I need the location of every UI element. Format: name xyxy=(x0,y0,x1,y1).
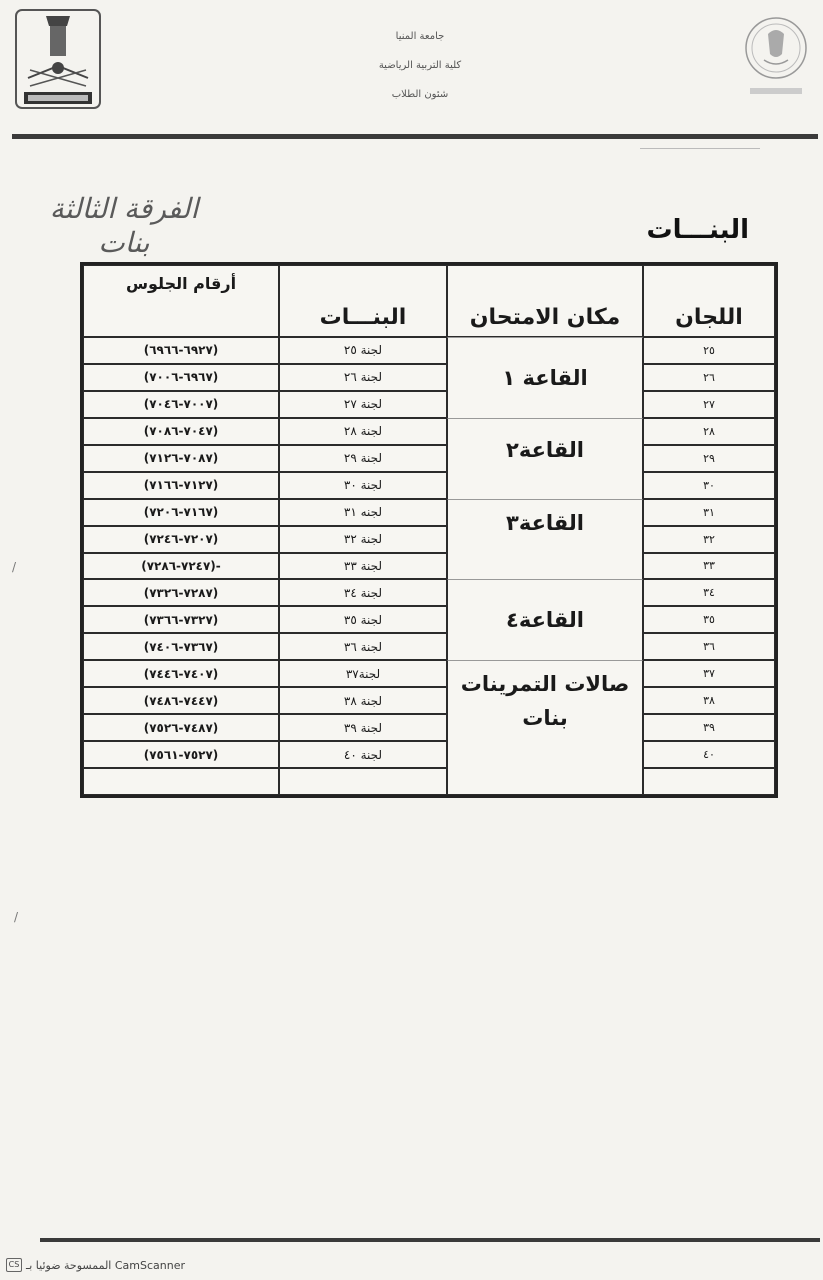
committee-number: ٢٥ xyxy=(643,337,775,364)
header-divider xyxy=(12,134,818,139)
hall-4: القاعة٤ xyxy=(447,579,643,660)
hall-3-label: القاعة٣ xyxy=(506,510,584,535)
seat-range: (٦٩٦٧-٧٠٠٦) xyxy=(83,364,279,391)
committee-label: لجنة ٣٩ xyxy=(279,714,447,741)
committee-number: ٣٢ xyxy=(643,526,775,553)
committee-label: لجنة ٢٨ xyxy=(279,418,447,445)
seat-range: (٧٢٠٧-٧٢٤٦) xyxy=(83,526,279,553)
committee-number: ٢٨ xyxy=(643,418,775,445)
scanner-watermark: الممسوحة ضوئيا بـ CamScanner xyxy=(26,1258,185,1272)
committee-number: ٢٦ xyxy=(643,364,775,391)
committees-table xyxy=(80,262,778,798)
committee-number: ٣٥ xyxy=(643,606,775,633)
seat-range: (٧٣٢٧-٧٣٦٦) xyxy=(83,606,279,633)
hall-gym-sub-label: بنات xyxy=(522,706,568,731)
committee-label: لجنة ٢٥ xyxy=(279,337,447,364)
committee-number: ٣٨ xyxy=(643,687,775,714)
header-committees: اللجان xyxy=(643,265,775,337)
handwritten-note xyxy=(14,192,234,260)
empty-cell xyxy=(83,768,279,795)
seat-range: (٧١٢٧-٧١٦٦) xyxy=(83,472,279,499)
seat-range: (٧٠٤٧-٧٠٨٦) xyxy=(83,418,279,445)
empty-cell xyxy=(643,768,775,795)
department-name: شئون الطلاب xyxy=(391,89,449,100)
seat-range: (٧٤٤٧-٧٤٨٦) xyxy=(83,687,279,714)
committee-number: ٣٦ xyxy=(643,633,775,660)
committee-label: لجنة ٣٣ xyxy=(279,553,447,580)
handwritten-level: الفرقة الثالثة xyxy=(49,192,199,225)
header-subdivider xyxy=(640,148,760,149)
hall-gym xyxy=(447,660,643,795)
hall-2 xyxy=(447,418,643,499)
committee-label: لجنة ٣٥ xyxy=(279,606,447,633)
seat-range: (٧٤٨٧-٧٥٢٦) xyxy=(83,714,279,741)
header-girls: البنـــات xyxy=(279,265,447,337)
committee-number: ٢٩ xyxy=(643,445,775,472)
institution-header xyxy=(300,22,540,109)
empty-cell xyxy=(279,768,447,795)
faculty-name: كلية التربية الرياضية xyxy=(378,60,462,71)
committee-label: لجنة ٣٨ xyxy=(279,687,447,714)
seat-range: -(٧٢٤٧-٧٢٨٦) xyxy=(83,553,279,580)
committee-label: لجنة ٢٦ xyxy=(279,364,447,391)
committee-number: ٣١ xyxy=(643,499,775,526)
committee-label: لجنة ٢٩ xyxy=(279,445,447,472)
hall-gym-label: صالات التمرينات xyxy=(460,672,630,697)
committee-number: ٤٠ xyxy=(643,741,775,768)
committee-label: لجنة ٣٠ xyxy=(279,472,447,499)
seat-range: (٧١٦٧-٧٢٠٦) xyxy=(83,499,279,526)
university-logo-icon xyxy=(740,14,812,104)
header-seat-numbers: أرقام الجلوس xyxy=(83,265,279,337)
committee-number: ٣٤ xyxy=(643,579,775,606)
seat-range: (٦٩٢٧-٦٩٦٦) xyxy=(83,337,279,364)
committee-number: ٢٧ xyxy=(643,391,775,418)
scanner-footer xyxy=(6,1258,185,1272)
camscanner-icon: CS xyxy=(6,1258,22,1272)
seat-range: (٧٤٠٧-٧٤٤٦) xyxy=(83,660,279,687)
seat-range: (٧٠٨٧-٧١٢٦) xyxy=(83,445,279,472)
handwritten-gender: بنات xyxy=(98,226,150,259)
university-name: جامعة المنيا xyxy=(395,31,445,42)
committee-number: ٣٠ xyxy=(643,472,775,499)
page-title: البنـــات xyxy=(646,215,749,245)
committee-label: لجنة ٢٧ xyxy=(279,391,447,418)
committee-number: ٣٩ xyxy=(643,714,775,741)
committee-label: لجنة ٤٠ xyxy=(279,741,447,768)
committee-label: لجنة٣٧ xyxy=(279,660,447,687)
seat-range: (٧٢٨٧-٧٣٢٦) xyxy=(83,579,279,606)
committee-label: لجنة ٣٦ xyxy=(279,633,447,660)
hall-1: القاعة ١ xyxy=(447,337,643,418)
committee-label: لجنه ٣١ xyxy=(279,499,447,526)
header-exam-location: مكان الامتحان xyxy=(447,265,643,337)
footer-divider xyxy=(40,1238,820,1242)
committee-label: لجنة ٣٢ xyxy=(279,526,447,553)
seat-range: (٧٥٢٧-٧٥٦١) xyxy=(83,741,279,768)
margin-mark: / xyxy=(14,910,19,924)
faculty-logo-icon xyxy=(14,8,102,110)
committee-number: ٣٧ xyxy=(643,660,775,687)
hall-3 xyxy=(447,499,643,580)
seat-range: (٧٠٠٧-٧٠٤٦) xyxy=(83,391,279,418)
hall-2-label: القاعة٢ xyxy=(506,437,584,462)
seat-range: (٧٣٦٧-٧٤٠٦) xyxy=(83,633,279,660)
margin-mark: / xyxy=(12,560,17,574)
committee-number: ٣٣ xyxy=(643,553,775,580)
committee-label: لجنة ٣٤ xyxy=(279,579,447,606)
